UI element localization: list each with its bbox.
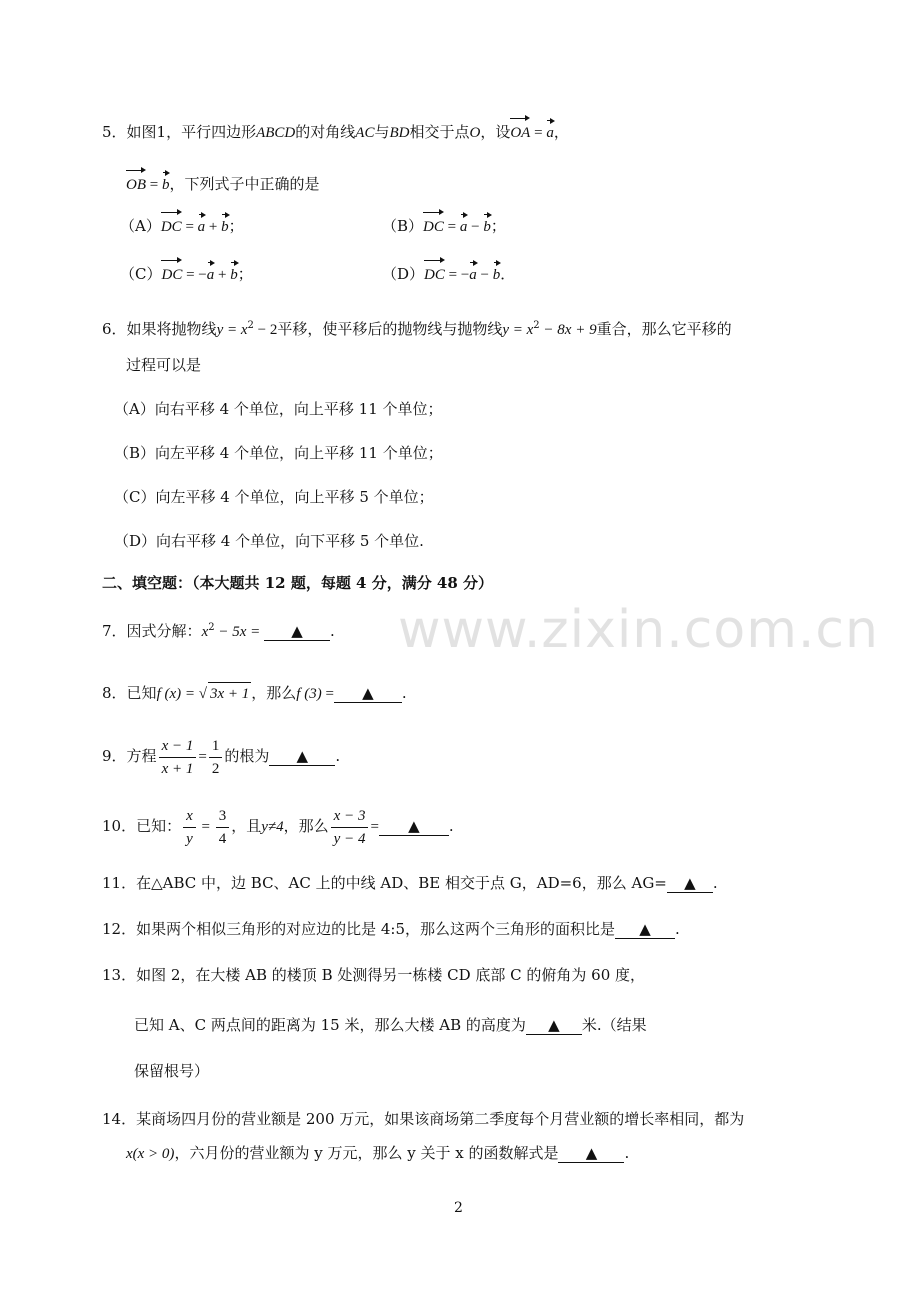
section-heading: 二、填空题：（本大题共 12 题，每题 4 分，满分 48 分） [102,574,494,592]
q13-line1: 13．如图 2，在大楼 AB 的楼顶 B 处测得另一栋楼 CD 底部 C 的俯角为 60 度， [102,966,646,984]
answer-blank: ▲ [526,1016,582,1035]
q14-line2: x(x > 0)，六月份的营业额为 y 万元，那么 y 关于 x 的函数解式是 ▲ . [126,1144,630,1162]
vector-b: b [162,170,170,196]
q6-option-c: （C）向左平移 4 个单位，向上平移 5 个单位； [114,488,434,506]
q6-option-a: （A）向右平移 4 个单位，向上平移 11 个单位； [114,400,443,418]
q6-option-b: （B）向左平移 4 个单位，向上平移 11 个单位； [114,444,443,462]
q6-line1: 6．如果将抛物线$y = x^2 - 2$平移，使平移后的抛物线与抛物线$y = x^2 - 8x + 9$重合，那么它平移的 [102,320,732,338]
answer-blank: ▲ [264,622,330,641]
answer-blank: ▲ [667,874,713,893]
q5-option-c: （C）DC = −a + b； [120,258,253,286]
fraction: $\frac{1}{2}$ [209,737,223,778]
q12: 12．如果两个相似三角形的对应边的比是 4:5，那么这两个三角形的面积比是 ▲ . [102,920,680,938]
q11: 11．在△ABC 中，边 BC、AC 上的中线 AD、BE 相交于点 G，AD=6，那么 AG= ▲ . [102,874,718,892]
answer-blank: ▲ [269,747,335,766]
q8: 8．已知f (x) = √ 3x + 1 ，那么f (3) = ▲ . [102,682,407,705]
q5-option-a: （A）DC = a + b； [120,210,244,238]
fraction: $\frac{3}{4}$ [216,807,230,848]
vector-oa: OA [510,116,530,144]
watermark: www.zixin.com.cn [398,600,879,660]
sqrt-sign: √ [198,686,207,702]
fraction: $\frac{x - 1}{x + 1}$ [159,737,197,778]
q9: 9．方程 $\frac{x - 1}{x + 1}$ = $\frac{1}{2}$ 的根为 ▲ . [102,737,341,777]
q10: 10．已知： $\frac{x}{y}$ = $\frac{3}{4}$ ，且y≠4，那么 $\frac{x - 3}{y - 4}$ = ▲ . [102,807,454,847]
answer-blank: ▲ [615,920,675,939]
q13-line2: 已知 A、C 两点间的距离为 15 米，那么大楼 AB 的高度为 ▲ 米.（结果 [134,1016,647,1034]
q6-line2: 过程可以是 [126,356,202,374]
q7: 7．因式分解：$x^2 - 5x$ = ▲ . [102,622,335,640]
fraction: $\frac{x - 3}{y - 4}$ [331,807,369,848]
q5-option-d: （D）DC = −a − b． [382,258,515,286]
q14-line1: 14．某商场四月份的营业额是 200 万元，如果该商场第二季度每个月营业额的增长率相同，都为 [102,1110,745,1128]
answer-blank: ▲ [558,1144,624,1163]
page-number: 2 [454,1200,463,1216]
q5-option-b: （B）DC = a − b； [382,210,506,238]
q5-line2: OB = b，下列式子中正确的是 [126,168,319,196]
fraction: $\frac{x}{y}$ [183,807,196,848]
vector-ob: OB [126,168,146,196]
q5-line1: 5．如图1，平行四边形ABCD的对角线AC与BD相交于点O，设OA = a， [102,116,569,144]
q13-line3: 保留根号） [134,1062,210,1080]
vector-a: a [546,118,554,144]
q6-option-d: （D）向右平移 4 个单位，向下平移 5 个单位. [114,532,424,550]
answer-blank: ▲ [334,684,402,703]
answer-blank: ▲ [379,817,449,836]
